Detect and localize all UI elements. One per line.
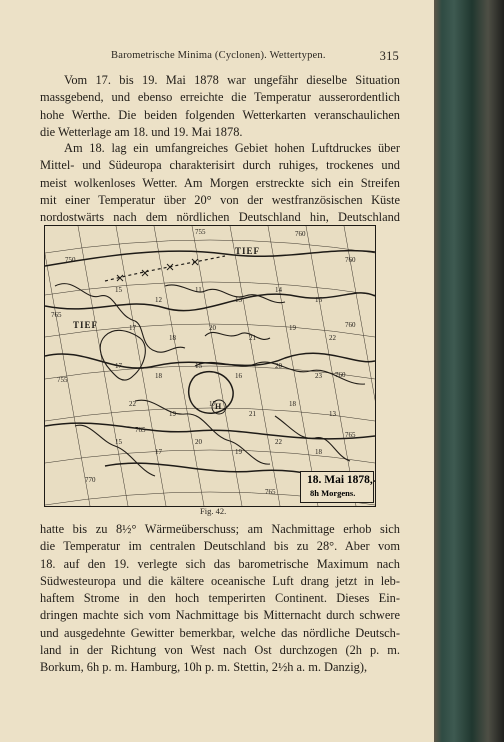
station-temperature-label: 19 [289, 324, 296, 332]
station-temperature-label: 17 [115, 362, 122, 370]
text-line: land in der Richtung von West nach Ost durchzogen (2h p. m. [40, 643, 400, 658]
station-temperature-label: 21 [249, 410, 256, 418]
text-line: hatte bis zu 8½° Wärmeüberschuss; am Nachmittage erhob sich [40, 522, 400, 536]
station-temperature-label: 20 [209, 324, 216, 332]
low-pressure-label-north: TIEF [235, 246, 261, 256]
station-temperature-label: 22 [329, 334, 336, 342]
text-line: nordostwärts nach dem nördlichen Deutschland hin, Deutschland [40, 210, 400, 225]
isobar-value-label: 765 [265, 488, 276, 496]
station-temperature-label: 18 [315, 448, 322, 456]
coastline [205, 332, 270, 339]
text-line: und ausgedehnte Gewitter bemerkbar, welche das nördliche Deutsch- [40, 625, 400, 640]
station-temperature-label: 17 [129, 324, 136, 332]
legend-time: 8h Morgens. [310, 488, 356, 498]
isobar-line [45, 293, 375, 311]
text-line: mit einer Temperatur über 20° von der westfranzösischen Küste [40, 192, 400, 207]
text-line: massgebend, und ebenso erreichte die Temperatur ausserordentlich [40, 90, 400, 105]
storm-track-cross [167, 264, 173, 270]
page-number: 315 [379, 49, 399, 63]
parallel-line [45, 282, 375, 295]
text-line: Vom 17. bis 19. Mai 1878 war ungefähr dieselbe Situation [64, 73, 400, 87]
station-temperature-label: 17 [209, 400, 216, 408]
station-temperature-label: 17 [155, 448, 162, 456]
storm-track-cross [192, 259, 198, 265]
isobar-line [45, 423, 375, 439]
isobar-value-label: 760 [345, 256, 356, 264]
isobar-value-label: 750 [65, 256, 76, 264]
low-pressure-label-west: TIEF [73, 320, 99, 330]
meridian-line [306, 226, 356, 506]
station-temperature-label: 18 [169, 334, 176, 342]
station-temperature-label: 15 [115, 438, 122, 446]
isobar-value-label: 755 [195, 228, 206, 236]
station-temperature-label: 19 [235, 448, 242, 456]
station-temperature-label: 13 [329, 410, 336, 418]
text-line: hohe Werthe. Die beiden folgenden Wetterkarten veranschaulichen [40, 107, 400, 122]
book-edge [434, 0, 504, 742]
isobar-value-label: 765 [135, 426, 146, 434]
storm-track-cross [142, 270, 148, 276]
map-legend [300, 471, 374, 503]
station-temperature-label: 14 [275, 286, 282, 294]
station-temperature-label: 20 [275, 362, 282, 370]
isobar-value-label: 755 [57, 376, 68, 384]
meridian-line [45, 226, 90, 506]
text-line: Südwesteuropa und die kältere oceanische Luft drang jetzt in leb- [40, 573, 400, 588]
weather-map-figure [44, 225, 376, 507]
text-line: die Temperatur im centralen Deutschland bis zu 28°. Aber vom [40, 539, 400, 554]
station-temperature-label: 12 [155, 296, 162, 304]
text-line: meist wolkenloses Wetter. Am Morgen erstreckte sich ein Streifen [40, 175, 400, 190]
coastline [100, 330, 145, 380]
text-line: Borkum, 6h p. m. Hamburg, 10h p. m. Stettin, 2½h a. m. Danzig), [40, 660, 368, 675]
isobar-value-label: 760 [335, 371, 346, 379]
parallel-line [45, 408, 375, 421]
paragraph-3 [40, 521, 400, 677]
station-temperature-label: 13 [235, 296, 242, 304]
running-title: Barometrische Minima (Cyclonen). Wettertypen. [111, 50, 326, 61]
parallel-line [45, 450, 375, 463]
isobar-value-label: 770 [85, 476, 96, 484]
text-line: 18. auf den 19. verlegte sich das barometrische Maximum nach [40, 556, 400, 571]
station-temperature-label: 20 [195, 438, 202, 446]
isobar-value-label: 765 [345, 431, 356, 439]
text-line: Am 18. lag ein umfangreiches Gebiet hohen Luftdruckes über [64, 141, 400, 155]
isobar-line [45, 251, 375, 266]
isobar-value-label: 765 [51, 311, 62, 319]
isobar-value-label: 760 [345, 321, 356, 329]
station-temperature-label: 21 [249, 334, 256, 342]
station-temperature-label: 23 [315, 372, 322, 380]
station-temperature-label: 18 [289, 400, 296, 408]
legend-date: 18. Mai 1878, [307, 474, 373, 486]
station-temperature-label: 11 [195, 286, 202, 294]
station-temperature-label: 22 [275, 438, 282, 446]
station-temperature-label: 15 [115, 286, 122, 294]
station-temperature-label: 16 [315, 296, 322, 304]
text-line: dringen machte sich vom Nachmittage bis Mitternacht durch schwere [40, 608, 400, 623]
paragraph-2 [40, 140, 400, 226]
figure-caption: Fig. 42. [200, 506, 227, 516]
text-line: haftem Strome in den hoch temperirten Continent. Dieses Ein- [40, 591, 400, 606]
station-temperature-label: 18 [155, 372, 162, 380]
running-header [47, 50, 399, 64]
text-line: Mittel- und Südeuropa charakterisirt durch ruhiges, trockenes und [40, 158, 400, 173]
weather-map [45, 226, 375, 506]
station-temperature-label: 19 [169, 410, 176, 418]
storm-track [105, 256, 225, 281]
high-pressure-label: H [215, 402, 223, 411]
station-temperature-label: 16 [235, 372, 242, 380]
paragraph-1 [40, 72, 400, 141]
station-temperature-label: 15 [195, 362, 202, 370]
station-temperature-label: 22 [129, 400, 136, 408]
text-line: die Wetterlage am 18. und 19. Mai 1878. [40, 124, 243, 139]
isobar-value-label: 760 [295, 230, 306, 238]
parallel-line [45, 366, 375, 379]
